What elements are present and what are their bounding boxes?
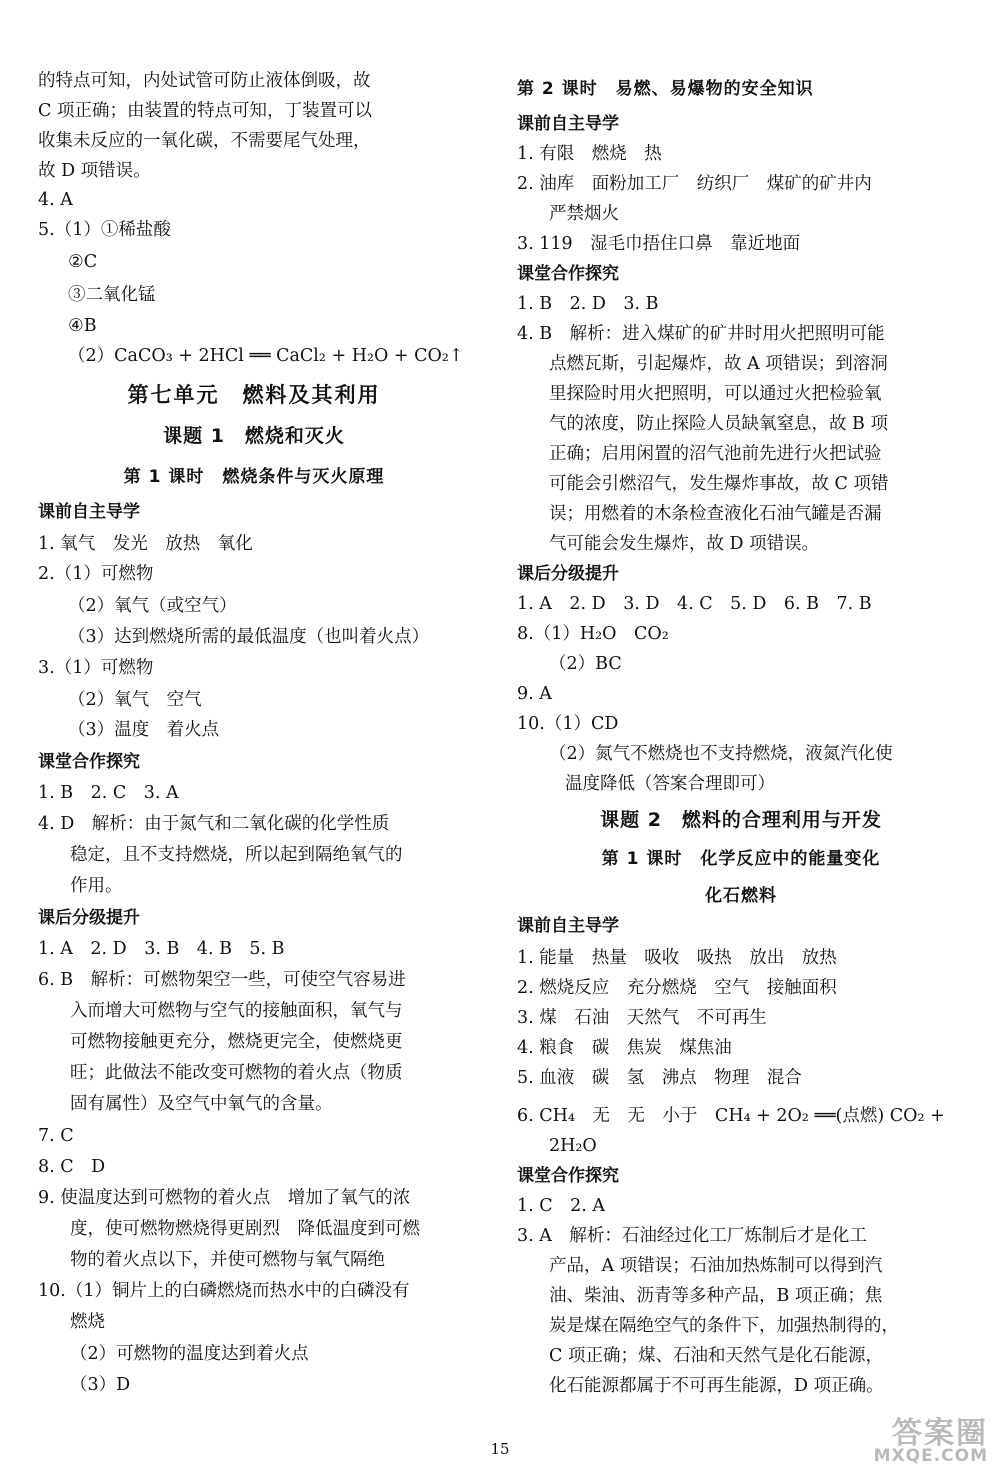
answer-line: （3）D [70,1375,131,1395]
text-line: 可燃物接触更充分，燃烧更完全，使燃烧更 [70,1032,403,1052]
text-line: 收集未反应的一氧化碳，不需要尾气处理， [38,131,371,151]
answer-line: 7. C [38,1126,74,1146]
answer-line: 1. C 2. A [517,1196,606,1216]
answer-line: 1. A 2. D 3. B 4. B 5. B [38,939,285,959]
answer-line: ③二氧化锰 [68,285,156,305]
answer-line: 1. 有限 燃烧 热 [517,144,662,164]
answer-line: 3. 119 湿毛巾捂住口鼻 靠近地面 [517,234,801,254]
answer-line: 4. A [38,190,73,210]
section-heading: 课堂合作探究 [517,1166,619,1186]
answer-line: 8.（1）H₂O CO₂ [517,624,669,644]
answer-line: 5.（1）①稀盐酸 [38,220,171,240]
text-line: 的特点可知，内处试管可防止液体倒吸，故 [38,71,371,91]
text-line: 作用。 [70,876,123,896]
page-number: 15 [490,1440,510,1458]
answer-line: （3）达到燃烧所需的最低温度（也叫着火点） [68,627,430,647]
text-line: 度，使可燃物燃烧得更剧烈 降低温度到可燃 [70,1219,420,1239]
answer-line: 2. 燃烧反应 充分燃烧 空气 接触面积 [517,978,837,998]
answer-line: 1. 能量 热量 吸收 吸热 放出 放热 [517,948,837,968]
answer-line: 10.（1）CD [517,714,619,734]
answer-line: （2）氧气（或空气） [68,596,237,616]
answer-line: 4. 粮食 碳 焦炭 煤焦油 [517,1038,732,1058]
answer-line: 8. C D [38,1157,106,1177]
answer-line: （2）氧气 空气 [68,690,202,710]
answer-line: 1. B 2. C 3. A [38,783,179,803]
text-line: 产品，A 项错误；石油加热炼制可以得到汽 [549,1256,883,1276]
text-line: 化石能源都属于不可再生能源，D 项正确。 [549,1376,884,1396]
answer-line: 10.（1）铜片上的白磷燃烧而热水中的白磷没有 [38,1281,410,1301]
text-line: 误；用燃着的木条检查液化石油气罐是否漏 [549,504,882,524]
answer-line: （2）可燃物的温度达到着火点 [70,1344,309,1364]
text-line: 旺；此做法不能改变可燃物的着火点（物质 [70,1063,403,1083]
text-line: 物的着火点以下，并使可燃物与氧气隔绝 [70,1250,385,1270]
answer-line: （2）氮气不燃烧也不支持燃烧，液氮汽化使 [549,744,893,764]
answer-line: 3. A 解析：石油经过化工厂炼制后才是化工 [517,1226,867,1246]
equation-line: 2H₂O [549,1136,597,1156]
section-heading: 课前自主导学 [517,114,619,134]
text-line: C 项正确；由装置的特点可知，丁装置可以 [38,101,372,121]
watermark-text: 答案圈 [892,1416,988,1451]
text-line: C 项正确；煤、石油和天然气是化石能源， [549,1346,883,1366]
equation-line: 6. CH₄ 无 无 小于 CH₄ + 2O₂ ══(点燃) CO₂ + [517,1106,945,1126]
answer-line: 2. 油库 面粉加工厂 纺织厂 煤矿的矿井内 [517,174,872,194]
text-line: 固有属性）及空气中氧气的含量。 [70,1094,333,1114]
text-line: 严禁烟火 [549,204,619,224]
text-line: 稳定，且不支持燃烧，所以起到隔绝氧气的 [70,845,403,865]
lesson-subtitle: 化石燃料 [705,886,777,906]
answer-line: 9. 使温度达到可燃物的着火点 增加了氧气的浓 [38,1188,411,1208]
text-line: 正确；启用闲置的沼气池前先进行火把试验 [549,444,882,464]
lesson-title: 第 1 课时 化学反应中的能量变化 [601,849,881,869]
answer-line: 4. B 解析：进入煤矿的矿井时用火把照明可能 [517,324,885,344]
topic-title: 课题 1 燃烧和灭火 [163,425,345,447]
answer-line: 3. 煤 石油 天然气 不可再生 [517,1008,767,1028]
answer-line: （3）温度 着火点 [68,720,220,740]
answer-line: ②C [68,252,98,272]
lesson-title: 第 2 课时 易燃、易爆物的安全知识 [517,79,814,99]
section-heading: 课后分级提升 [38,908,140,928]
section-heading: 课堂合作探究 [517,264,619,284]
section-heading: 课后分级提升 [517,564,619,584]
text-line: 炭是煤在隔绝空气的条件下，加强热制得的， [549,1316,899,1336]
text-line: 可能会引燃沼气，发生爆炸事故，故 C 项错 [549,474,889,494]
text-line: 燃烧 [70,1312,105,1332]
answer-line: 1. A 2. D 3. D 4. C 5. D 6. B 7. B [517,594,872,614]
section-heading: 课前自主导学 [38,502,140,522]
answer-line: 9. A [517,684,552,704]
watermark-url: MXQE.COM [873,1446,988,1466]
answer-line: 1. 氧气 发光 放热 氧化 [38,534,253,554]
watermark-logo [842,1408,992,1466]
text-line: 气可能会发生爆炸，故 D 项错误。 [549,534,820,554]
answer-line: 6. B 解析：可燃物架空一些，可使空气容易进 [38,970,406,990]
text-line: 点燃瓦斯，引起爆炸，故 A 项错误；到溶洞 [549,354,888,374]
text-line: 气的浓度，防止探险人员缺氧窒息，故 B 项 [549,414,888,434]
text-line: 里探险时用火把照明，可以通过火把检验氧 [549,384,882,404]
text-line: 故 D 项错误。 [38,161,151,181]
answer-line: 3.（1）可燃物 [38,658,154,678]
equation-line: （2）CaCO₃ + 2HCl ══ CaCl₂ + H₂O + CO₂↑ [68,346,464,366]
answer-line: （2）BC [549,654,622,674]
text-line: 温度降低（答案合理即可） [565,774,775,794]
topic-title: 课题 2 燃料的合理利用与开发 [600,809,882,831]
answer-line: 1. B 2. D 3. B [517,294,659,314]
text-line: 油、柴油、沥青等多种产品，B 项正确；焦 [549,1286,883,1306]
unit-title: 第七单元 燃料及其利用 [127,383,381,407]
answer-line: 4. D 解析：由于氮气和二氧化碳的化学性质 [38,814,390,834]
answer-line: 5. 血液 碳 氢 沸点 物理 混合 [517,1068,802,1088]
section-heading: 课前自主导学 [517,916,619,936]
answer-line: ④B [68,316,97,336]
lesson-title: 第 1 课时 燃烧条件与灭火原理 [123,467,385,487]
text-line: 入而增大可燃物与空气的接触面积，氧气与 [70,1001,403,1021]
answer-line: 2.（1）可燃物 [38,564,154,584]
section-heading: 课堂合作探究 [38,752,140,772]
